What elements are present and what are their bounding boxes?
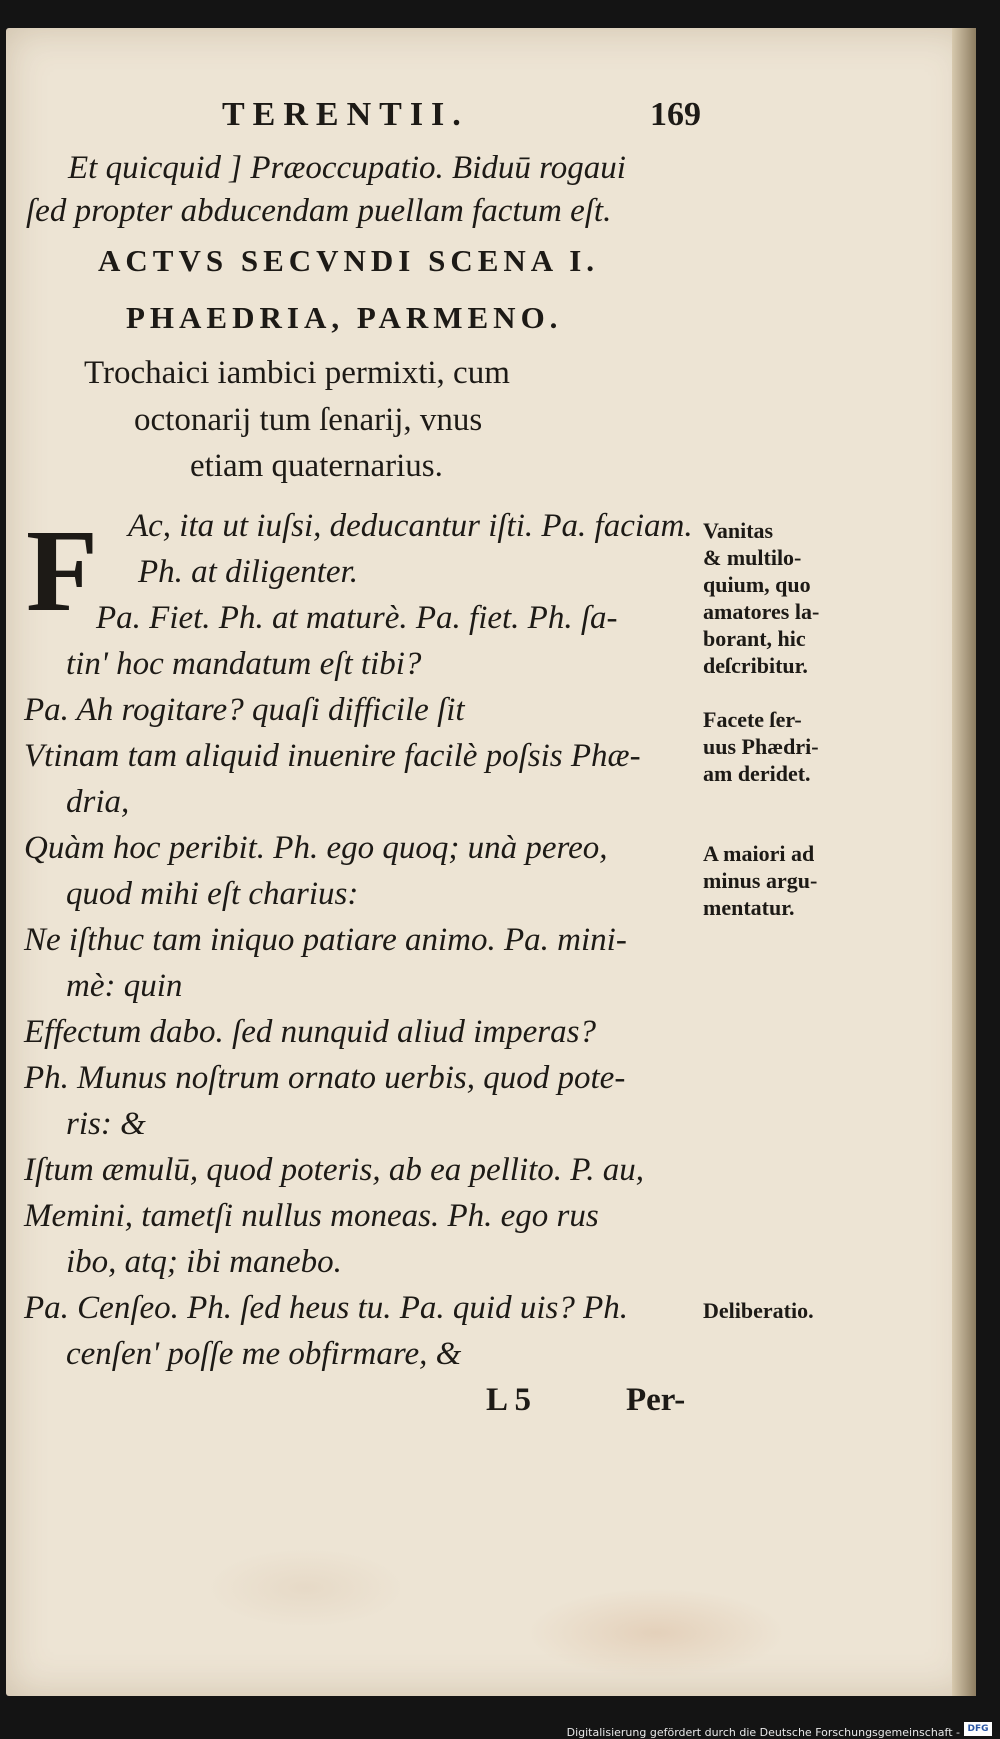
- text-line: Memini, tametſi nullus moneas. Ph. ego rus: [24, 1198, 599, 1234]
- page-number: 169: [650, 96, 701, 133]
- note-line: quium, quo: [703, 572, 811, 597]
- page-edge: [952, 28, 976, 1696]
- note-line: Vanitas: [703, 518, 774, 543]
- dfg-logo: DFG: [964, 1722, 992, 1736]
- text-line: ris: &: [66, 1106, 146, 1142]
- digitization-credit: Digitalisierung gefördert durch die Deutsche Forschungsgemeinschaft -: [566, 1726, 960, 1739]
- meter-line: Trochaici iambici permixti, cum: [84, 355, 510, 391]
- text-line: Vtinam tam aliquid inuenire facilè poſsis Phæ-: [24, 738, 641, 774]
- text-line: Pa. Cenſeo. Ph. ſed heus tu. Pa. quid uis? Ph.: [24, 1290, 629, 1326]
- note-line: Deliberatio.: [703, 1298, 814, 1323]
- text-line: ibo, atq; ibi manebo.: [66, 1244, 342, 1280]
- text-line: Iſtum æmulū, quod poteris, ab ea pellito. P. au,: [24, 1152, 644, 1188]
- text-line: Quàm hoc peribit. Ph. ego quoq; unà pereo,: [24, 830, 608, 866]
- text-line: mè: quin: [66, 968, 183, 1004]
- drop-capital: F: [26, 505, 99, 636]
- note-line: am deridet.: [703, 761, 811, 786]
- text-line: Ne iſthuc tam iniquo patiare animo. Pa. mini-: [24, 922, 627, 958]
- catchword: Per-: [626, 1382, 686, 1418]
- text-line: Pa. Fiet. Ph. at maturè. Pa. fiet. Ph. ſa-: [96, 600, 618, 636]
- text-line: tin' hoc mandatum eſt tibi?: [66, 646, 422, 682]
- text-line: Et quicquid ] Præoccupatio. Biduū rogaui: [68, 150, 626, 186]
- text-line: Pa. Ah rogitare? quaſi difficile ſit: [24, 692, 465, 728]
- note-line: deſcribitur.: [703, 653, 808, 678]
- note-line: Facete ſer-: [703, 707, 802, 732]
- paper-stain: [206, 1548, 406, 1628]
- note-line: mentatur.: [703, 895, 795, 920]
- signature-mark: L 5: [486, 1382, 531, 1418]
- note-line: minus argu-: [703, 868, 818, 893]
- paper-stain: [526, 1588, 786, 1678]
- margin-note: [703, 706, 819, 787]
- text-line: ſed propter abducendam puellam factum eſt.: [26, 193, 612, 229]
- running-head: TERENTII.: [222, 96, 469, 133]
- text-line: dria,: [66, 784, 130, 820]
- text-line: Ph. Munus noſtrum ornato uerbis, quod pote-: [24, 1060, 626, 1096]
- margin-note: [703, 1297, 814, 1324]
- note-line: amatores la-: [703, 599, 820, 624]
- meter-line: etiam quaternarius.: [190, 448, 443, 484]
- text-line: Effectum dabo. ſed nunquid aliud imperas?: [24, 1014, 596, 1050]
- note-line: & multilo-: [703, 545, 802, 570]
- note-line: uus Phædri-: [703, 734, 819, 759]
- margin-note: [703, 517, 819, 679]
- margin-note: [703, 840, 817, 921]
- text-line: Ph. at diligenter.: [138, 554, 358, 590]
- note-line: A maiori ad: [703, 841, 815, 866]
- scene-title: ACTVS SECVNDI SCENA I.: [98, 243, 600, 278]
- text-line: quod mihi eſt charius:: [66, 876, 359, 912]
- text-line: Ac, ita ut iuſsi, deducantur iſti. Pa. faciam.: [128, 508, 693, 544]
- note-line: borant, hic: [703, 626, 806, 651]
- meter-line: octonarij tum ſenarij, vnus: [134, 402, 483, 438]
- scene-characters: PHAEDRIA, PARMENO.: [126, 300, 563, 335]
- text-line: cenſen' poſſe me obfirmare, &: [66, 1336, 462, 1372]
